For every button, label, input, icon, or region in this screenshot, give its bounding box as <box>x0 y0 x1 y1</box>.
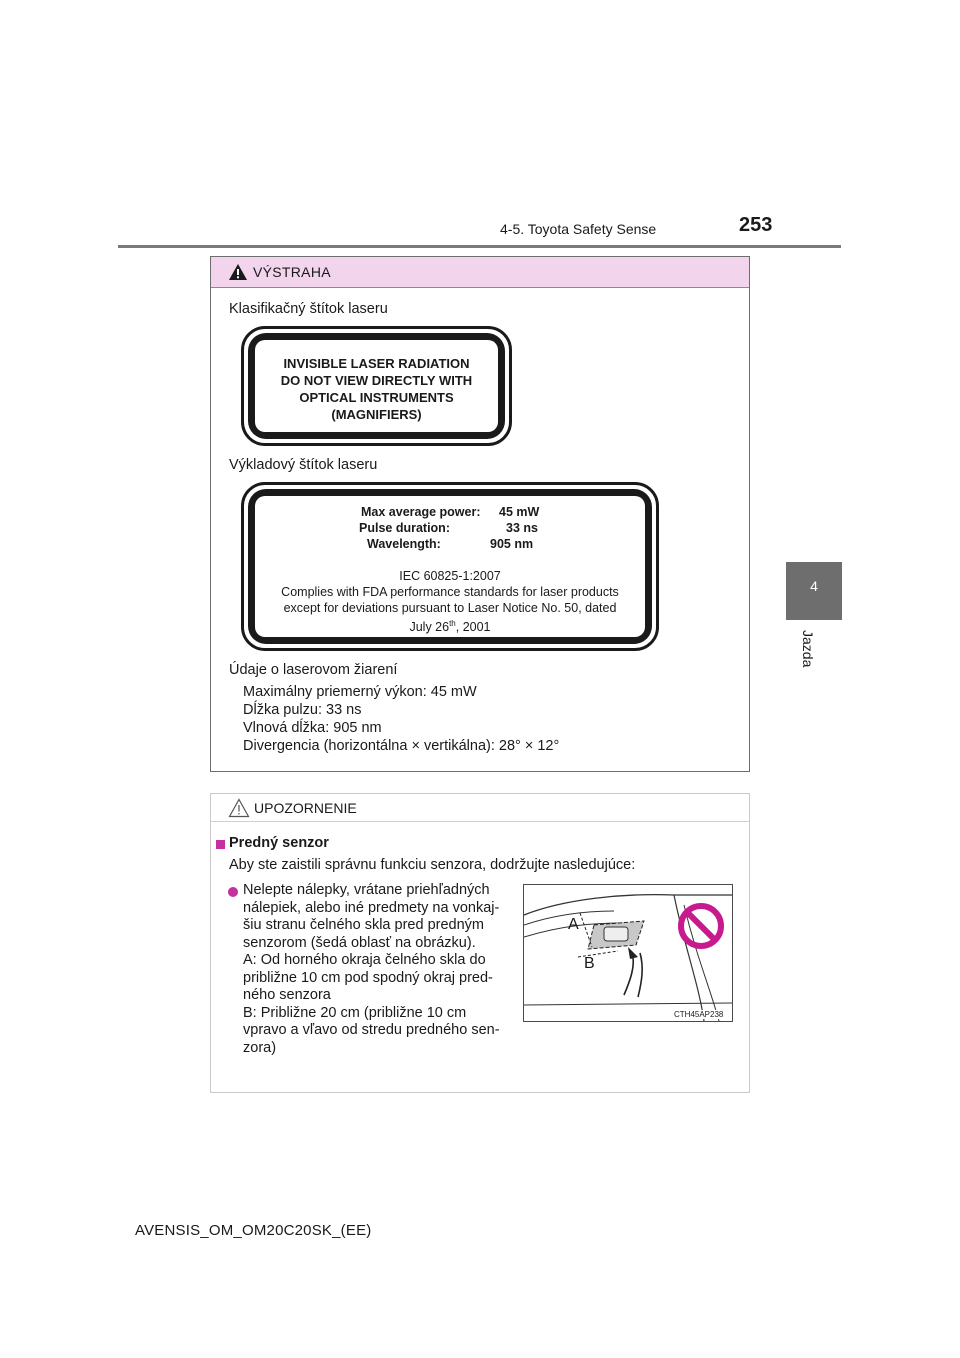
bullet-line: Nelepte nálepky, vrátane priehľadných <box>243 882 490 898</box>
header-divider <box>118 245 841 248</box>
radiation-data-item: Dĺžka pulzu: 33 ns <box>243 702 362 718</box>
prohibition-icon <box>676 901 726 951</box>
front-sensor-figure <box>523 884 733 1022</box>
compliance-date-suffix: , 2001 <box>455 620 491 635</box>
caution-heading: Predný senzor <box>229 835 329 851</box>
section-title: 4-5. Toyota Safety Sense <box>500 221 657 237</box>
compliance-date-sup: th <box>449 619 456 628</box>
classification-label-caption: Klasifikačný štítok laseru <box>229 301 388 317</box>
standard-line: IEC 60825-1:2007 <box>399 569 501 583</box>
compliance-line-2: except for deviations pursuant to Laser Notice No. 50, dated <box>283 601 617 615</box>
classification-label-text <box>244 355 509 423</box>
square-bullet-icon <box>216 840 225 849</box>
wavelength-label: Wavelength: <box>367 537 441 551</box>
bullet-line: zora) <box>243 1039 277 1056</box>
chapter-tab-number: 4 <box>810 578 818 594</box>
compliance-line-3 <box>244 616 656 635</box>
warning-triangle-icon <box>228 263 248 281</box>
caution-triangle-icon <box>228 798 250 818</box>
radiation-data-caption: Údaje o laserovom žiarení <box>229 662 398 678</box>
label-line: OPTICAL INSTRUMENTS <box>299 390 454 405</box>
caution-intro: Aby ste zaistili správnu funkciu senzora, dodržujte nasledujúce: <box>229 857 636 873</box>
chapter-tab-label-wrap <box>798 630 818 680</box>
compliance-date-prefix: July 26 <box>409 620 450 635</box>
radiation-data-list <box>243 683 559 755</box>
explanatory-label-plate <box>241 482 659 651</box>
bullet-line: približne 10 cm pod spodný okraj pred- <box>243 969 493 986</box>
caution-header-divider <box>211 821 749 822</box>
bullet-line: nálepiek, alebo iné predmety na vonkaj- <box>243 899 500 916</box>
warning-title: VÝSTRAHA <box>253 264 331 280</box>
pulse-value: 33 ns <box>506 521 538 535</box>
bullet-line: ného senzora <box>243 987 331 1003</box>
round-bullet-icon <box>228 887 238 897</box>
bullet-line: šiu stranu čelného skla pred predným <box>243 917 484 933</box>
label-line: (MAGNIFIERS) <box>331 407 422 422</box>
bullet-line: senzorom (šedá oblasť na obrázku). <box>243 934 476 951</box>
bullet-line: B: Približne 20 cm (približne 10 cm <box>243 1004 467 1021</box>
figure-code: CTH45AP238 <box>674 1010 724 1019</box>
figure-label-a: A <box>568 916 579 933</box>
compliance-line-1: Complies with FDA performance standards for laser products <box>281 585 619 599</box>
label-line: DO NOT VIEW DIRECTLY WITH <box>280 373 473 388</box>
classification-label-plate <box>241 326 512 446</box>
radiation-data-item: Maximálny priemerný výkon: 45 mW <box>243 684 477 700</box>
radiation-data-item: Divergencia (horizontálna × vertikálna): 28° × 12° <box>243 738 560 754</box>
figure-label-b: B <box>584 955 595 972</box>
wavelength-value: 905 nm <box>490 537 534 551</box>
pulse-label: Pulse duration: <box>359 521 450 535</box>
label-line: INVISIBLE LASER RADIATION <box>283 356 470 371</box>
radiation-data-item: Vlnová dĺžka: 905 nm <box>243 720 382 736</box>
caution-title: UPOZORNENIE <box>254 800 357 816</box>
caution-bullet-text <box>243 882 515 1057</box>
power-label: Max average power: <box>361 505 481 519</box>
bullet-line: A: Od horného okraja čelného skla do <box>243 952 486 968</box>
bullet-line: vpravo a vľavo od stredu predného sen- <box>243 1022 500 1038</box>
power-value: 45 mW <box>499 505 540 519</box>
page-number: 253 <box>739 214 773 236</box>
explanatory-label-caption: Výkladový štítok laseru <box>229 457 378 473</box>
document-code: AVENSIS_OM_OM20C20SK_(EE) <box>135 1222 372 1239</box>
chapter-tab-label: Jazda <box>800 630 816 668</box>
